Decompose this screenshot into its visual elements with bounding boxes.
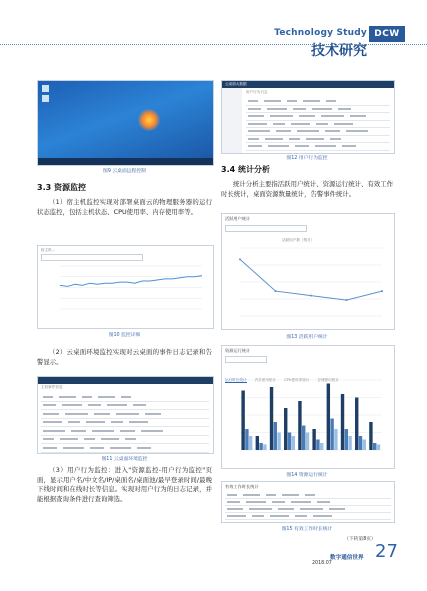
table-cell-placeholder — [268, 145, 289, 147]
series-line — [60, 276, 202, 287]
bar — [288, 433, 291, 451]
table-cell-placeholder — [141, 430, 163, 432]
table-cell-placeholder — [273, 123, 285, 125]
table-cell-placeholder — [243, 494, 260, 496]
figure-active-users — [221, 213, 395, 330]
figure-remote-desktop — [37, 80, 214, 166]
chart-title: 活跃用户数（按月） — [282, 238, 315, 242]
table-cell-placeholder — [43, 430, 65, 432]
table-cell-placeholder — [266, 494, 276, 496]
desktop-icon — [42, 95, 49, 102]
table-cell-placeholder — [90, 447, 104, 449]
data-point — [346, 299, 348, 301]
table-cell-placeholder — [325, 130, 340, 132]
table-cell-placeholder — [249, 508, 272, 510]
panel-title: 用户行为日志 — [246, 90, 268, 94]
table-cell-placeholder — [267, 108, 287, 110]
magazine-name: 数字通信世界 — [330, 555, 364, 561]
bar — [363, 440, 366, 451]
bar — [263, 444, 266, 450]
tab-bar — [225, 366, 391, 382]
table-cell-placeholder — [278, 508, 294, 510]
header-chinese: 技术研究 — [311, 43, 367, 59]
data-point — [381, 290, 383, 292]
table-cell-placeholder — [252, 515, 264, 517]
table-cell-placeholder — [137, 447, 151, 449]
table-cell-placeholder — [94, 413, 110, 415]
bar — [341, 394, 344, 450]
table-cell-placeholder — [315, 145, 336, 147]
bar — [298, 401, 301, 450]
figure-caption: 图13 活跃用户统计 — [286, 335, 328, 340]
figure-caption: 图12 用户行为监控 — [286, 156, 328, 161]
table-row — [41, 410, 209, 419]
table-row — [41, 393, 209, 402]
bar — [302, 426, 305, 451]
table-cell-placeholder — [86, 421, 105, 423]
table-cell-placeholder — [133, 404, 146, 406]
table-cell-placeholder — [297, 130, 319, 132]
table-cell-placeholder — [248, 145, 262, 147]
table-row — [225, 513, 391, 520]
series-line — [240, 259, 382, 300]
bar — [359, 436, 362, 450]
filter-bar — [225, 356, 267, 363]
paragraph: （1）宿主机监控实现对部署桌面云的物理服务器的运行状态监控，包括主机状态、CPU使用率、内存使用率等。 — [37, 198, 212, 216]
table-cell-placeholder — [329, 508, 345, 510]
figure-work-hours — [221, 481, 395, 523]
table-cell-placeholder — [342, 145, 356, 147]
figure-caption: 图11 云桌面环境监控 — [101, 457, 148, 462]
table-cell-placeholder — [334, 123, 353, 125]
figure-resource-stats — [221, 345, 395, 469]
tab-2[interactable]: CPU使用率统计 — [284, 378, 310, 382]
table-cell-placeholder — [101, 438, 119, 440]
table-cell-placeholder — [338, 108, 351, 110]
table-row — [41, 419, 209, 428]
table-cell-placeholder — [299, 115, 315, 117]
figure-caption: 图9 云桌面远程控制 — [103, 169, 146, 174]
tab-3[interactable]: 存储使用统计 — [317, 378, 339, 382]
bar — [355, 398, 358, 451]
figure-caption: 图15 有效工作时长统计 — [281, 527, 333, 532]
table-cell-placeholder — [295, 515, 307, 517]
bar — [284, 408, 287, 450]
bar — [316, 440, 319, 451]
table-cell-placeholder — [326, 100, 336, 102]
bar — [256, 436, 259, 450]
resource-bar-chart — [236, 378, 386, 458]
bar — [249, 436, 252, 450]
figure-user-behavior — [221, 80, 395, 154]
table-cell-placeholder — [317, 501, 330, 503]
bar — [320, 443, 323, 450]
table-cell-placeholder — [107, 404, 127, 406]
table-cell-placeholder — [98, 396, 115, 398]
header-divider — [0, 44, 427, 45]
table-row — [246, 128, 390, 136]
bar — [345, 429, 348, 450]
table-cell-placeholder — [270, 115, 293, 117]
table-cell-placeholder — [121, 396, 131, 398]
table-cell-placeholder — [276, 130, 291, 132]
continued-note: （下转第8页） — [344, 537, 376, 542]
table-cell-placeholder — [65, 413, 88, 415]
table-row — [246, 143, 390, 151]
bar — [259, 443, 262, 450]
table-cell-placeholder — [68, 421, 80, 423]
cpu-line-chart — [56, 262, 206, 317]
magazine-logo: DCW — [369, 26, 405, 42]
app-title: 云桌面大数据 — [225, 82, 247, 86]
table-cell-placeholder — [287, 100, 297, 102]
table-cell-placeholder — [293, 108, 306, 110]
paragraph: （3）用户行为监控：进入"资源监控-用户行为监控"页面，显示用户名/中文名/IP/桌面名/桌面池/最早登录时间/最晚下线时间和在线时长等信息。实现对用户行为的日志记录，并能根据查询条件进行查询筛选。 — [37, 466, 212, 503]
panel-title: 宿主机... — [41, 248, 56, 252]
table-cell-placeholder — [60, 438, 78, 440]
table-cell-placeholder — [227, 501, 240, 503]
table-cell-placeholder — [295, 145, 309, 147]
app-header — [222, 81, 394, 88]
table-cell-placeholder — [264, 100, 281, 102]
bar — [369, 422, 372, 450]
table-cell-placeholder — [346, 130, 368, 132]
table-cell-placeholder — [350, 115, 366, 117]
table-cell-placeholder — [227, 494, 237, 496]
table-cell-placeholder — [43, 438, 54, 440]
paragraph: （2）云桌面环境监控实现对云桌面的事件日志记录和告警显示。 — [37, 348, 212, 366]
table — [225, 492, 391, 520]
table — [246, 98, 390, 154]
bar — [348, 436, 351, 450]
table-cell-placeholder — [63, 447, 84, 449]
table-cell-placeholder — [145, 413, 161, 415]
table-cell-placeholder — [330, 138, 341, 140]
table-cell-placeholder — [300, 508, 323, 510]
panel-header — [38, 377, 213, 384]
table-cell-placeholder — [248, 123, 267, 125]
filter-bar — [225, 225, 307, 232]
bar — [274, 422, 277, 450]
table-cell-placeholder — [92, 430, 114, 432]
table-cell-placeholder — [82, 396, 92, 398]
header-english: Technology Study — [274, 28, 367, 38]
page-number: 27 — [375, 541, 398, 562]
bar — [334, 429, 337, 450]
table-cell-placeholder — [306, 138, 324, 140]
table-cell-placeholder — [291, 123, 310, 125]
bar — [312, 429, 315, 450]
table-cell-placeholder — [71, 430, 86, 432]
table-cell-placeholder — [43, 413, 59, 415]
table-cell-placeholder — [316, 123, 328, 125]
table-cell-placeholder — [116, 413, 139, 415]
panel-title: 资源运行统计 — [225, 348, 251, 353]
data-point — [239, 258, 241, 260]
table-row — [246, 121, 390, 129]
table-row — [41, 427, 209, 436]
paragraph: 统计分析主要指活跃用户统计、资源运行统计、有效工作时长统计，桌面资源数量统计，告警事件统计。 — [221, 180, 393, 198]
table-cell-placeholder — [129, 421, 148, 423]
table-row — [246, 113, 390, 121]
bar — [245, 429, 248, 450]
table-cell-placeholder — [246, 501, 266, 503]
table-cell-placeholder — [120, 430, 135, 432]
table-cell-placeholder — [305, 494, 315, 496]
desktop-icon — [42, 85, 49, 92]
table-cell-placeholder — [110, 447, 131, 449]
active-users-line-chart — [236, 244, 386, 324]
table-row — [225, 499, 391, 506]
table-row — [246, 136, 390, 144]
sidebar — [222, 88, 242, 153]
table-cell-placeholder — [303, 100, 320, 102]
table-cell-placeholder — [313, 515, 332, 517]
bar — [330, 419, 333, 451]
bar — [270, 387, 273, 450]
table-row — [41, 444, 209, 453]
table-cell-placeholder — [248, 100, 258, 102]
table-cell-placeholder — [248, 130, 270, 132]
windows-logo-icon — [138, 109, 160, 131]
bar — [377, 444, 380, 450]
section-heading: 3.3 资源监控 — [37, 183, 86, 192]
panel-title: 有效工作时长统计 — [225, 484, 259, 489]
table-cell-placeholder — [125, 438, 136, 440]
issue-date: 2018.07 — [312, 561, 332, 566]
table-cell-placeholder — [62, 404, 82, 406]
tab-1[interactable]: 内存使用统计 — [254, 378, 277, 382]
data-point — [275, 290, 277, 292]
bar — [241, 391, 244, 451]
figure-env-monitor — [37, 376, 214, 454]
table-cell-placeholder — [289, 138, 300, 140]
taskbar — [38, 158, 213, 165]
table-row — [225, 492, 391, 499]
table-cell-placeholder — [282, 494, 299, 496]
table-cell-placeholder — [265, 138, 283, 140]
table-cell-placeholder — [248, 138, 259, 140]
filter-bar — [41, 254, 143, 261]
table — [41, 393, 209, 453]
table-cell-placeholder — [312, 108, 332, 110]
table-cell-placeholder — [43, 396, 53, 398]
bar — [306, 433, 309, 451]
table-cell-placeholder — [248, 115, 264, 117]
table-row — [41, 436, 209, 445]
bar — [277, 433, 280, 451]
figure-host-monitor — [37, 245, 214, 329]
table-cell-placeholder — [227, 508, 243, 510]
table-cell-placeholder — [248, 108, 261, 110]
table-cell-placeholder — [227, 515, 246, 517]
table-cell-placeholder — [272, 501, 285, 503]
table-row — [246, 98, 390, 106]
table-cell-placeholder — [59, 396, 76, 398]
table-row — [225, 506, 391, 513]
figure-caption: 图10 监控详细 — [108, 333, 141, 338]
bar — [327, 384, 330, 451]
table-row — [246, 106, 390, 114]
section-heading: 3.4 统计分析 — [221, 165, 270, 174]
bar — [292, 436, 295, 450]
table-cell-placeholder — [111, 421, 123, 423]
bar — [373, 443, 376, 450]
data-point — [310, 295, 312, 297]
panel-title: 主机事件信息 — [41, 385, 63, 389]
table-cell-placeholder — [321, 115, 344, 117]
table-cell-placeholder — [270, 515, 289, 517]
table-cell-placeholder — [43, 421, 62, 423]
table-cell-placeholder — [43, 447, 57, 449]
table-cell-placeholder — [88, 404, 101, 406]
table-row — [41, 402, 209, 411]
table-cell-placeholder — [84, 438, 95, 440]
tab-0[interactable]: 运行时长统计 — [225, 378, 247, 382]
figure-caption: 图14 资源运行统计 — [286, 473, 328, 478]
panel-title: 活跃用户统计 — [225, 216, 251, 221]
table-cell-placeholder — [43, 404, 56, 406]
table-cell-placeholder — [291, 501, 311, 503]
